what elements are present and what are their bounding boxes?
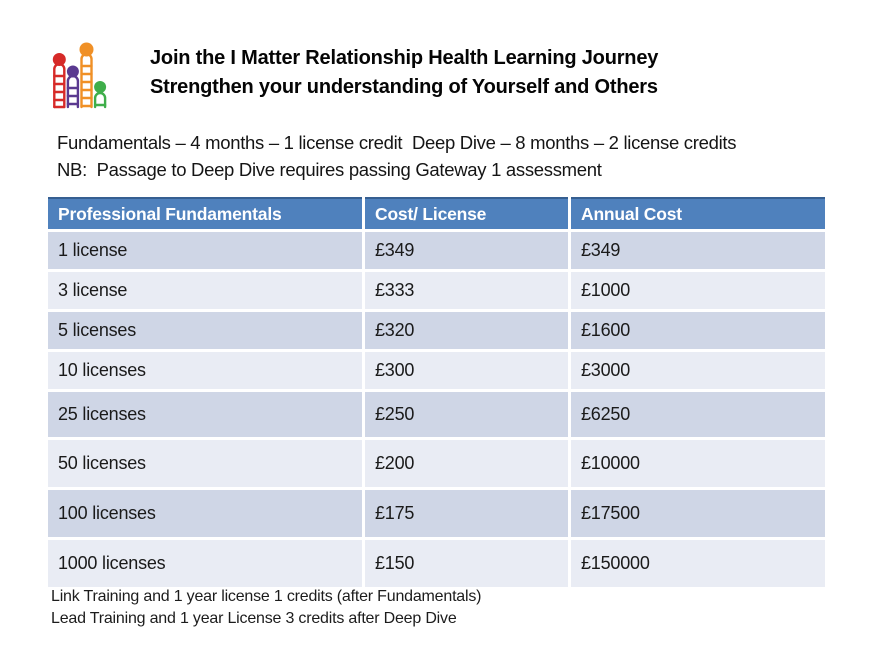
i-matter-ladder-people-logo [46, 36, 126, 118]
cell-tier: 1000 licenses [48, 540, 362, 587]
cell-cost: £250 [365, 392, 568, 437]
cell-annual: £1000 [571, 272, 825, 309]
cell-tier: 3 license [48, 272, 362, 309]
column-header-annual-cost: Annual Cost [571, 197, 825, 229]
cell-tier: 50 licenses [48, 440, 362, 487]
program-summary-line-2: NB: Passage to Deep Dive requires passing Gateway 1 assessment [57, 159, 602, 180]
pricing-table [48, 197, 825, 587]
cell-tier: 1 license [48, 232, 362, 269]
cell-tier: 10 licenses [48, 352, 362, 389]
cell-cost: £333 [365, 272, 568, 309]
program-summary [57, 129, 736, 183]
page-title [150, 44, 658, 102]
title-line-2: Strengthen your understanding of Yourself and Others [150, 76, 658, 98]
column-header-cost-per-license: Cost/ License [365, 197, 568, 229]
cell-tier: 25 licenses [48, 392, 362, 437]
cell-cost: £200 [365, 440, 568, 487]
cell-cost: £150 [365, 540, 568, 587]
cell-cost: £349 [365, 232, 568, 269]
cell-annual: £10000 [571, 440, 825, 487]
column-header-tier: Professional Fundamentals [48, 197, 362, 229]
ladder-people-icon [46, 36, 126, 118]
cell-annual: £349 [571, 232, 825, 269]
title-line-1: Join the I Matter Relationship Health Learning Journey [150, 47, 659, 69]
cell-cost: £300 [365, 352, 568, 389]
footnote-link-training: Link Training and 1 year license 1 credits (after Fundamentals) [51, 588, 482, 605]
cell-annual: £150000 [571, 540, 825, 587]
cell-tier: 5 licenses [48, 312, 362, 349]
footnote-lead-training: Lead Training and 1 year License 3 credits after Deep Dive [51, 609, 457, 627]
footnotes [51, 586, 481, 629]
cell-annual: £6250 [571, 392, 825, 437]
cell-annual: £3000 [571, 352, 825, 389]
cell-cost: £320 [365, 312, 568, 349]
cell-annual: £1600 [571, 312, 825, 349]
cell-cost: £175 [365, 490, 568, 537]
cell-tier: 100 licenses [48, 490, 362, 537]
cell-annual: £17500 [571, 490, 825, 537]
program-summary-line-1: Fundamentals – 4 months – 1 license credit Deep Dive – 8 months – 2 license credits [57, 132, 737, 153]
